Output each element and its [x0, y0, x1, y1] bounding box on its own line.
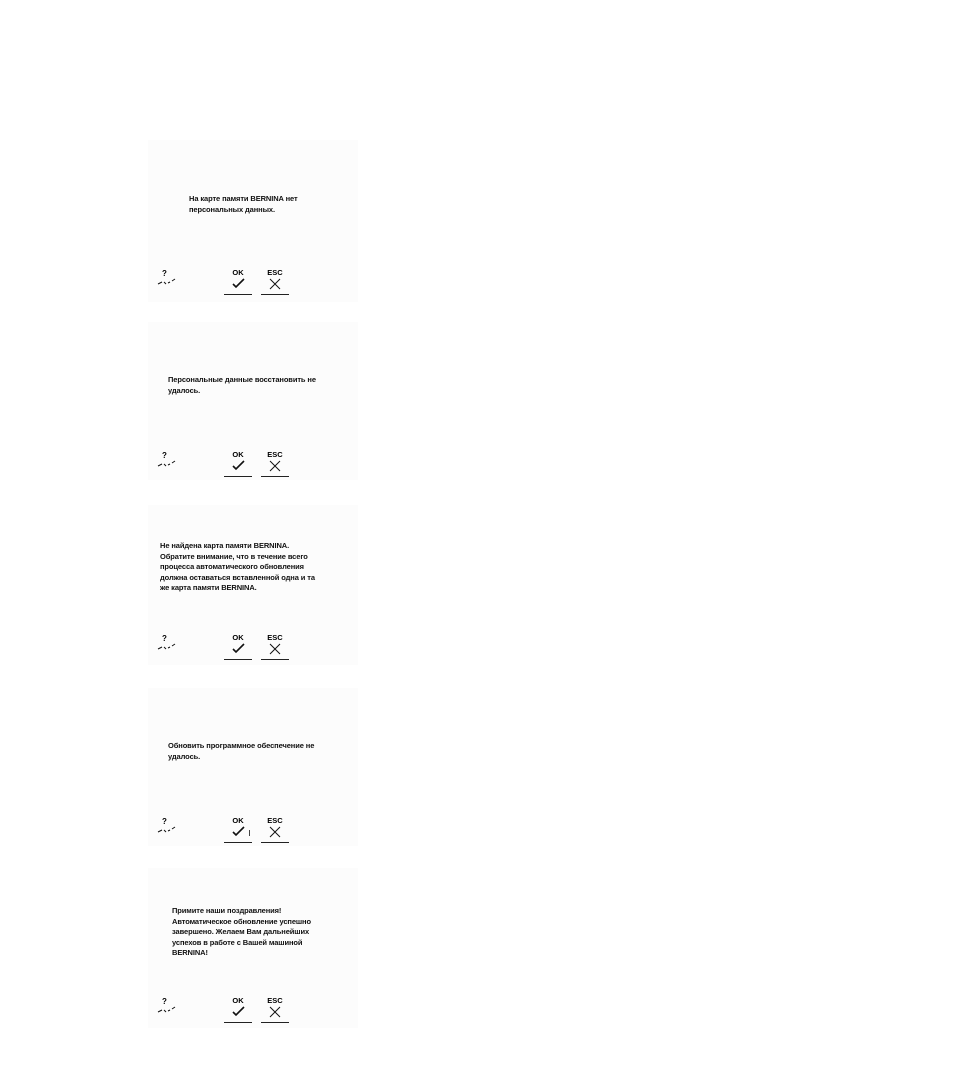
help-icon — [157, 459, 177, 469]
ok-label: OK — [232, 450, 244, 459]
separator-tick — [249, 830, 250, 836]
checkmark-icon — [232, 278, 245, 289]
esc-button[interactable] — [261, 816, 289, 843]
help-button[interactable] — [157, 818, 179, 838]
help-icon — [157, 277, 177, 287]
dialog-5 — [148, 868, 358, 1028]
help-button[interactable] — [157, 270, 179, 290]
dialog-message: Не найдена карта памяти BERNINA. Обратите внимание, что в течение всего процесса автоматического обновления должна оставаться вставленной одна и та же карта памяти BERNINA. — [160, 541, 315, 592]
help-button[interactable] — [157, 998, 179, 1018]
dialog-message: Обновить программное обеспечение не удалось. — [168, 741, 315, 761]
dialog-3 — [148, 505, 358, 665]
dialog-4 — [148, 688, 358, 846]
cross-icon — [269, 826, 281, 838]
checkmark-icon — [232, 643, 245, 654]
dialog-message: Персональные данные восстановить не удалось. — [168, 375, 316, 395]
esc-label: ESC — [267, 268, 283, 277]
help-label: ? — [162, 451, 167, 460]
cross-icon — [269, 643, 281, 655]
ok-label: OK — [232, 996, 244, 1005]
cross-icon — [269, 278, 281, 290]
ok-button[interactable] — [224, 450, 252, 477]
dialog-message: Примите наши поздравления! Автоматическое обновление успешно завершено. Желаем Вам дальнейших успехов в работе с Вашей машиной BERNINA! — [172, 906, 311, 957]
dialog-1 — [148, 140, 358, 302]
ok-button[interactable] — [224, 996, 252, 1023]
checkmark-icon — [232, 460, 245, 471]
help-label: ? — [162, 269, 167, 278]
dialog-message: На карте памяти BERNINA нет персональных данных. — [189, 194, 298, 214]
help-button[interactable] — [157, 635, 179, 655]
dialog-2 — [148, 322, 358, 480]
help-button[interactable] — [157, 452, 179, 472]
cross-icon — [269, 460, 281, 472]
checkmark-icon — [232, 826, 245, 837]
esc-label: ESC — [267, 816, 283, 825]
help-label: ? — [162, 634, 167, 643]
esc-button[interactable] — [261, 268, 289, 295]
ok-label: OK — [232, 816, 244, 825]
ok-label: OK — [232, 633, 244, 642]
ok-button[interactable] — [224, 633, 252, 660]
ok-button[interactable] — [224, 268, 252, 295]
esc-label: ESC — [267, 633, 283, 642]
ok-button[interactable] — [224, 816, 252, 843]
ok-label: OK — [232, 268, 244, 277]
esc-label: ESC — [267, 996, 283, 1005]
help-icon — [157, 642, 177, 652]
help-label: ? — [162, 997, 167, 1006]
esc-label: ESC — [267, 450, 283, 459]
esc-button[interactable] — [261, 996, 289, 1023]
cross-icon — [269, 1006, 281, 1018]
help-icon — [157, 1005, 177, 1015]
checkmark-icon — [232, 1006, 245, 1017]
esc-button[interactable] — [261, 450, 289, 477]
esc-button[interactable] — [261, 633, 289, 660]
help-label: ? — [162, 817, 167, 826]
help-icon — [157, 825, 177, 835]
